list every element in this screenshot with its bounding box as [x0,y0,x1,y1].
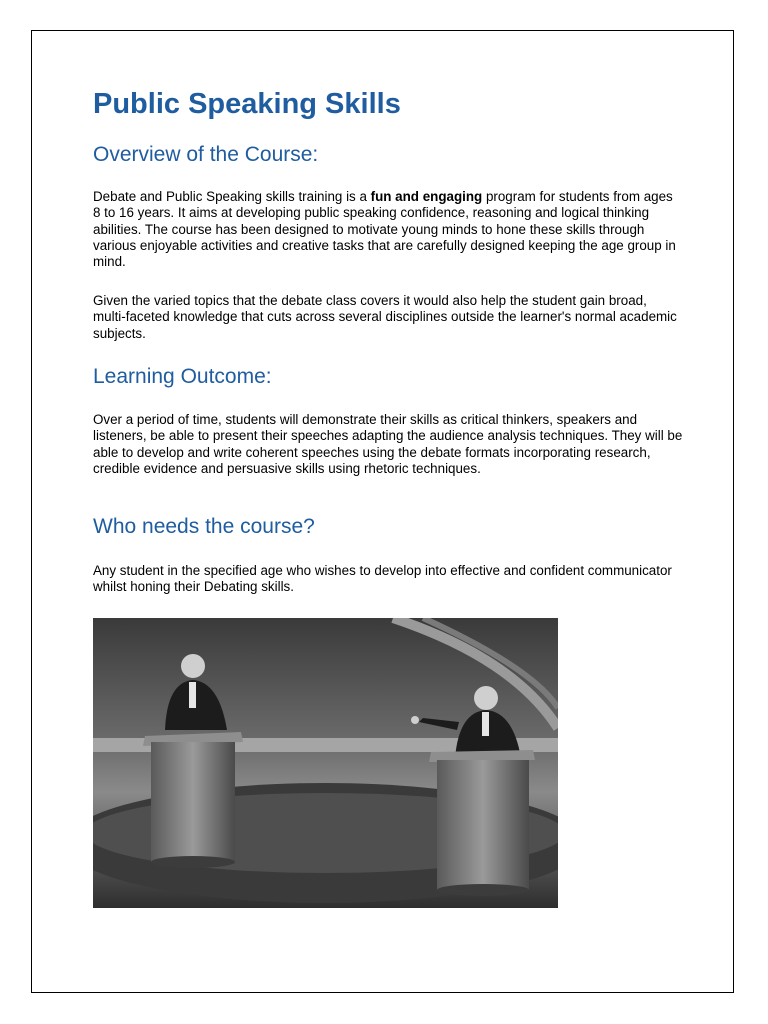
paragraph-text: Debate and Public Speaking skills training is a [93,189,371,204]
page-title: Public Speaking Skills [93,88,401,120]
paragraph-text: program for students from ages 8 to 16 years. It aims at developing public speaking confidence, reasoning and logical thinking abilities. The course has been designed to motivate young minds to hone these skills through various enjoyable activities and creative tasks that are carefully designed keeping the age group in mind. [93,189,676,270]
section-heading-overview: Overview of the Course: [93,143,319,166]
debate-photo-illustration [93,618,558,908]
section-heading-who-needs: Who needs the course? [93,515,315,538]
paragraph-overview-2: Given the varied topics that the debate class covers it would also help the student gain broad, multi-faceted knowledge that cuts across several disciplines outside the learner's normal academic subjects. [93,293,677,341]
paragraph-emphasis: fun and engaging [370,189,483,204]
paragraph-learning-outcome: Over a period of time, students will demonstrate their skills as critical thinkers, speakers and listeners, be able to present their speeches adapting the audience analysis techniques. They will be able to develop and write coherent speeches using the debate formats incorporating research, credible evidence and persuasive skills using rhetoric techniques. [93,412,683,476]
section-heading-learning-outcome: Learning Outcome: [93,365,272,388]
debate-photo [93,618,558,908]
paragraph-overview-1 [93,189,683,270]
paragraph-who-needs: Any student in the specified age who wishes to develop into effective and confident communicator whilst honing their Debating skills. [93,563,672,595]
